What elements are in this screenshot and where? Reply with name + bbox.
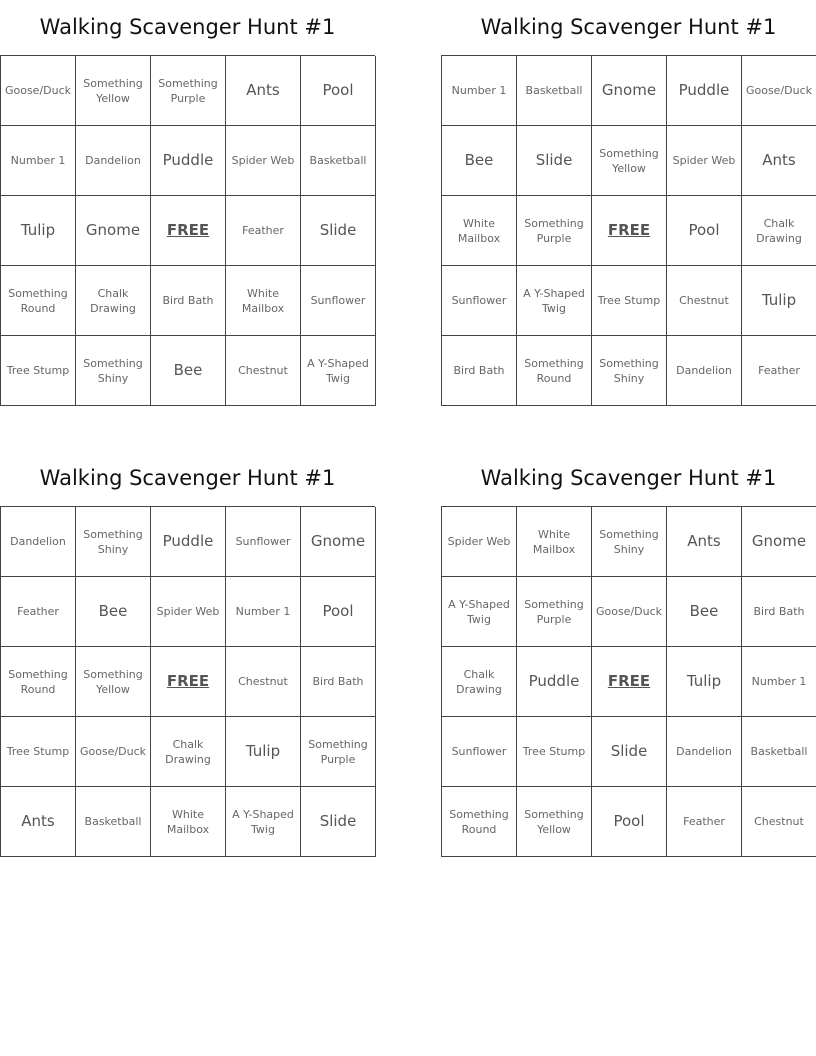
bingo-cell: Spider Web — [151, 577, 226, 647]
bingo-cell: Sunflower — [301, 266, 376, 336]
bingo-cell: Tree Stump — [592, 266, 667, 336]
bingo-cell: Tulip — [226, 717, 301, 787]
bingo-cell: Spider Web — [442, 507, 517, 577]
bingo-cell: Bird Bath — [442, 336, 517, 406]
bingo-cell: Tree Stump — [517, 717, 592, 787]
bingo-cell: Dandelion — [1, 507, 76, 577]
bingo-cell: Ants — [226, 56, 301, 126]
bingo-card-2 — [441, 0, 816, 406]
bingo-cell: Basketball — [517, 56, 592, 126]
bingo-cell: Chalk Drawing — [151, 717, 226, 787]
bingo-cell: Ants — [667, 507, 742, 577]
bingo-cell: Gnome — [76, 196, 151, 266]
bingo-cell: Bird Bath — [301, 647, 376, 717]
free-space: FREE — [151, 647, 226, 717]
bingo-cell: Dandelion — [667, 336, 742, 406]
bingo-grid — [0, 506, 375, 857]
bingo-cell: Tulip — [742, 266, 816, 336]
bingo-cell: Bird Bath — [151, 266, 226, 336]
bingo-cell: Bee — [151, 336, 226, 406]
bingo-cell: Feather — [1, 577, 76, 647]
bingo-cell: White Mailbox — [226, 266, 301, 336]
bingo-cell: Chestnut — [226, 647, 301, 717]
bingo-cell: Something Yellow — [76, 56, 151, 126]
bingo-cell: Bee — [76, 577, 151, 647]
bingo-cell: Chalk Drawing — [76, 266, 151, 336]
bingo-cell: A Y-Shaped Twig — [226, 787, 301, 857]
bingo-cell: Dandelion — [76, 126, 151, 196]
bingo-cell: Ants — [742, 126, 816, 196]
bingo-cell: A Y-Shaped Twig — [517, 266, 592, 336]
bingo-cell: Goose/Duck — [592, 577, 667, 647]
bingo-card-1 — [0, 0, 375, 406]
bingo-cell: Something Shiny — [592, 336, 667, 406]
bingo-cell: Spider Web — [226, 126, 301, 196]
bingo-cell: Tulip — [667, 647, 742, 717]
bingo-cell: Number 1 — [226, 577, 301, 647]
bingo-cell: Basketball — [76, 787, 151, 857]
bingo-cell: Sunflower — [442, 717, 517, 787]
bingo-cell: A Y-Shaped Twig — [442, 577, 517, 647]
bingo-cell: Something Purple — [301, 717, 376, 787]
card-title: Walking Scavenger Hunt #1 — [39, 15, 336, 39]
bingo-cell: Something Purple — [151, 56, 226, 126]
bingo-cell: Bird Bath — [742, 577, 816, 647]
bingo-cell: Dandelion — [667, 717, 742, 787]
card-title: Walking Scavenger Hunt #1 — [39, 466, 336, 490]
free-space: FREE — [592, 196, 667, 266]
bingo-grid — [441, 506, 816, 857]
bingo-cell: Something Round — [442, 787, 517, 857]
bingo-cell: Chalk Drawing — [442, 647, 517, 717]
bingo-cell: Number 1 — [1, 126, 76, 196]
bingo-cell: Sunflower — [226, 507, 301, 577]
bingo-cell: Tree Stump — [1, 717, 76, 787]
bingo-card-3 — [0, 451, 375, 857]
bingo-cell: Number 1 — [742, 647, 816, 717]
free-space: FREE — [151, 196, 226, 266]
bingo-cell: A Y-Shaped Twig — [301, 336, 376, 406]
bingo-cell: Something Shiny — [592, 507, 667, 577]
bingo-cell: Something Shiny — [76, 507, 151, 577]
bingo-cell: Goose/Duck — [76, 717, 151, 787]
bingo-cell: Gnome — [301, 507, 376, 577]
bingo-cell: Gnome — [592, 56, 667, 126]
free-space: FREE — [592, 647, 667, 717]
bingo-cell: Spider Web — [667, 126, 742, 196]
bingo-cell: Goose/Duck — [1, 56, 76, 126]
bingo-cell: Slide — [301, 787, 376, 857]
bingo-cell: Chestnut — [742, 787, 816, 857]
bingo-cell: Pool — [667, 196, 742, 266]
bingo-grid — [0, 55, 375, 406]
bingo-cell: Basketball — [742, 717, 816, 787]
bingo-card-4 — [441, 451, 816, 857]
bingo-cell: Bee — [442, 126, 517, 196]
bingo-cell: Feather — [226, 196, 301, 266]
bingo-cell: White Mailbox — [151, 787, 226, 857]
bingo-cell: Puddle — [517, 647, 592, 717]
bingo-cell: Tree Stump — [1, 336, 76, 406]
bingo-cell: Tulip — [1, 196, 76, 266]
bingo-cell: Puddle — [667, 56, 742, 126]
bingo-cell: Puddle — [151, 507, 226, 577]
bingo-cell: Something Yellow — [76, 647, 151, 717]
bingo-cell: Slide — [301, 196, 376, 266]
bingo-cell: Goose/Duck — [742, 56, 816, 126]
bingo-cell: Ants — [1, 787, 76, 857]
card-title: Walking Scavenger Hunt #1 — [480, 466, 777, 490]
bingo-grid — [441, 55, 816, 406]
bingo-cell: Something Round — [517, 336, 592, 406]
bingo-cell: Something Purple — [517, 196, 592, 266]
bingo-cell: Feather — [667, 787, 742, 857]
bingo-cell: Something Yellow — [517, 787, 592, 857]
bingo-cell: Something Shiny — [76, 336, 151, 406]
bingo-cell: Slide — [592, 717, 667, 787]
bingo-cell: Something Purple — [517, 577, 592, 647]
bingo-cell: Puddle — [151, 126, 226, 196]
bingo-cell: Slide — [517, 126, 592, 196]
bingo-cell: Bee — [667, 577, 742, 647]
bingo-cell: Chestnut — [226, 336, 301, 406]
bingo-cell: White Mailbox — [517, 507, 592, 577]
bingo-cell: Feather — [742, 336, 816, 406]
card-title: Walking Scavenger Hunt #1 — [480, 15, 777, 39]
bingo-cell: Pool — [301, 577, 376, 647]
bingo-cell: Gnome — [742, 507, 816, 577]
bingo-cell: White Mailbox — [442, 196, 517, 266]
bingo-cell: Pool — [301, 56, 376, 126]
bingo-cell: Chalk Drawing — [742, 196, 816, 266]
bingo-cell: Something Yellow — [592, 126, 667, 196]
bingo-cell: Something Round — [1, 266, 76, 336]
bingo-cell: Basketball — [301, 126, 376, 196]
bingo-cell: Pool — [592, 787, 667, 857]
bingo-cell: Chestnut — [667, 266, 742, 336]
bingo-cell: Sunflower — [442, 266, 517, 336]
bingo-cell: Something Round — [1, 647, 76, 717]
bingo-cell: Number 1 — [442, 56, 517, 126]
